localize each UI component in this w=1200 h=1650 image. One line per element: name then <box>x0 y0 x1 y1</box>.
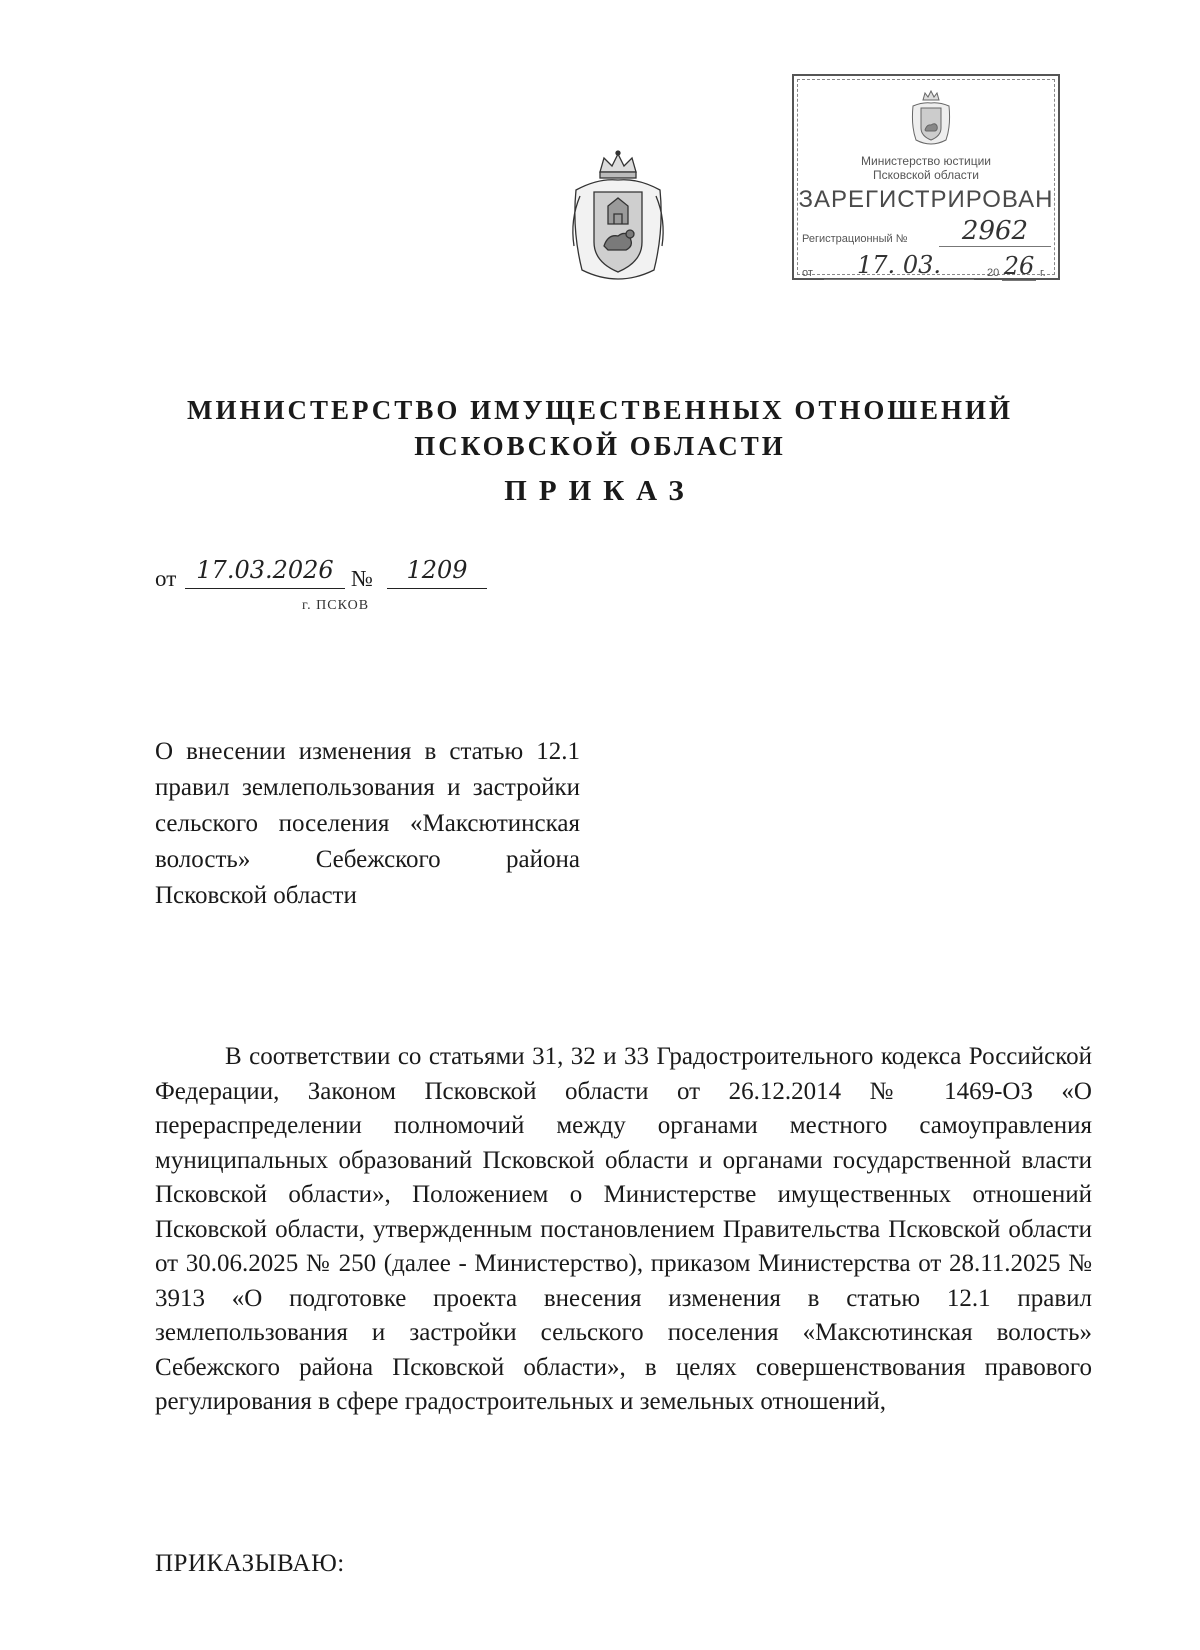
stamp-number-label: Регистрационный № <box>802 233 908 245</box>
date-prefix: от <box>155 566 177 591</box>
stamp-year-prefix: 20 <box>987 267 1000 279</box>
document-subject: О внесении изменения в статью 12.1 правил землепользования и застройки сельского поселения «Максютинская волость» Себежского района Псковской области <box>155 738 580 909</box>
organization-name-line1: МИНИСТЕРСТВО ИМУЩЕСТВЕННЫХ ОТНОШЕНИЙ <box>186 395 1014 425</box>
document-number: 1209 <box>387 556 487 589</box>
stamp-coat-of-arms-icon <box>909 90 953 148</box>
document-type-title: ПРИКАЗ <box>504 475 696 507</box>
stamp-organization <box>794 154 1058 182</box>
stamp-number-value: 2962 <box>939 216 1051 247</box>
number-prefix: № <box>351 566 373 591</box>
coat-of-arms-icon <box>568 150 668 288</box>
stamp-year-value: 26 <box>1003 252 1035 280</box>
stamp-date-label: от <box>802 267 813 279</box>
order-directive: ПРИКАЗЫВАЮ: <box>155 1550 345 1577</box>
stamp-org-line1: Министерство юстиции <box>861 154 991 168</box>
stamp-year-suffix: г. <box>1040 267 1046 279</box>
stamp-org-line2: Псковской области <box>873 168 979 182</box>
organization-name-line2: ПСКОВСКОЙ ОБЛАСТИ <box>414 431 786 461</box>
stamp-date-value: 17. 03. <box>824 251 974 280</box>
document-date: 17.03.2026 <box>185 556 345 589</box>
city-label: г. ПСКОВ <box>302 598 370 613</box>
registration-stamp <box>792 74 1060 280</box>
document-body-paragraph: В соответствии со статьями 31, 32 и 33 Градостроительного кодекса Российской Федерации, Законом Псковской области от 26.12.2014 № 1469-ОЗ «О перераспределении полномочий между органами местного самоуправления муниципальных образований Псковской области и органами государственной власти Псковской области», Положением о Министерстве имущественных отношений Псковской области, утвержденным постановлением Правительства Псковской области от 30.06.2025 № 250 (далее - Министерство), приказом Министерства от 28.11.2025 № 3913 «О подготовке проекта внесения изменения в статью 12.1 правил землепользования и застройки сельского поселения «Максютинская волость» Себежского района Псковской области», в целях совершенствования правового регулирования в сфере градостроительных и земельных отношений, <box>155 1043 1092 1415</box>
stamp-status: ЗАРЕГИСТРИРОВАН <box>798 186 1054 213</box>
